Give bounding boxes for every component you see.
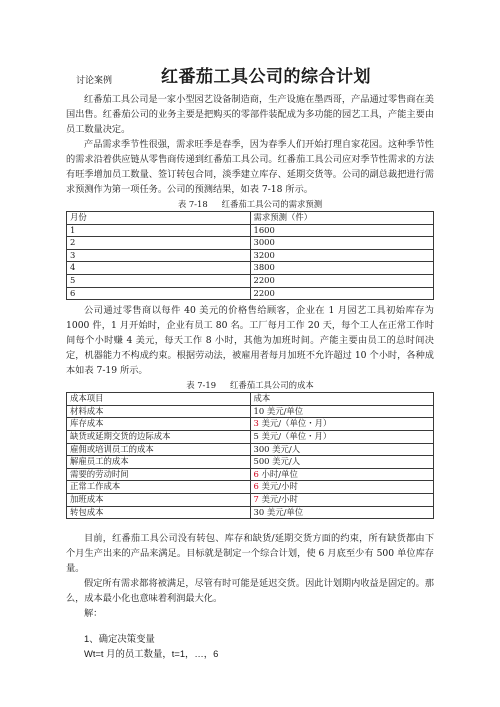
- cost-unit-text: 5 美元/（单位・月）: [253, 430, 332, 441]
- table-header-row: [67, 212, 434, 225]
- table-row: [67, 287, 434, 300]
- month-cell: 1: [67, 224, 251, 237]
- month-cell: 2: [67, 237, 251, 250]
- cost-item-cell: 库存成本: [67, 418, 251, 431]
- forecast-cell: 1600: [250, 224, 434, 237]
- cost-unit-text: 10 美元/单位: [253, 405, 304, 416]
- cost-unit-text: 美元/小时: [258, 481, 298, 492]
- cost-value-cell: [250, 481, 434, 494]
- cost-unit-text: 美元/小时: [258, 493, 298, 504]
- cost-item-cell: 雇佣或培训员工的成本: [67, 443, 251, 456]
- paragraph-intro: 红番茄工具公司是一家小型园艺设备制造商，生产设施在墨西哥，产品通过零售商在美国出售。红番茄公司的业务主要是把购买的零部件装配成为多功能的园艺工具，产能主要由员工数量决定。: [66, 94, 434, 135]
- table-row: [67, 249, 434, 262]
- table2-caption-number: 表 7-19: [186, 380, 217, 391]
- section-variable-definition: Wt=t 月的员工数量，t=1，…，6: [84, 648, 219, 660]
- cost-item-cell: 缺货或延期交货的边际成本: [67, 430, 251, 443]
- cost-value-cell: [250, 493, 434, 506]
- cost-item-cell: 加班成本: [67, 493, 251, 506]
- table-row: [67, 506, 434, 519]
- cost-unit-text: 30 美元/单位: [253, 506, 304, 517]
- table1-caption-number: 表 7-18: [177, 199, 208, 209]
- cost-unit-text: 美元/（单位・月）: [258, 418, 332, 429]
- table1-caption: [66, 198, 434, 210]
- table-row: [67, 481, 434, 494]
- page-title: 红番茄工具公司的综合计划: [161, 67, 371, 87]
- table-row: [67, 237, 434, 250]
- document-header: [66, 62, 434, 88]
- cost-value-cell: [250, 430, 434, 443]
- cost-value-cell: [250, 468, 434, 481]
- cost-item-cell: 正常工作成本: [67, 481, 251, 494]
- table-header-cell: 月份: [67, 212, 251, 225]
- paragraph-solution: 解：: [84, 608, 103, 620]
- forecast-cell: 2200: [250, 287, 434, 300]
- paragraph-assumption: 假定所有需求都将被满足，尽管有时可能是延迟交货。因此计划期内收益是固定的。那么，成本最小化也意味着利润最大化。: [66, 578, 434, 605]
- cost-value-cell: [250, 456, 434, 469]
- highlighted-number: 6: [253, 481, 259, 492]
- paragraph-conditions: 公司通过零售商以每件 40 美元的价格售给顾客，企业在 1 月园艺工具初始库存为 1000 件，1 月开始时，企业有员工 80 名。工厂每月工作 20 天，每个工人在正常工作时间每个小时赚 4 美元，每天工作 8 小时，其他为加班时间。产能主要由员工的总时间决定，机器能力不构成约束。根据劳动法，被雇用者每月加班不允许超过 10 个小时，各种成本如表 7-19 所示。: [66, 305, 434, 377]
- highlighted-number: 7: [253, 493, 259, 504]
- cost-value-cell: [250, 506, 434, 519]
- table-row: [67, 262, 434, 275]
- demand-forecast-table: [66, 211, 434, 300]
- table-row: [67, 224, 434, 237]
- table-row: [67, 443, 434, 456]
- cost-table: [66, 392, 434, 519]
- forecast-cell: 2200: [250, 274, 434, 287]
- table2-caption: [66, 379, 434, 391]
- forecast-cell: 3200: [250, 249, 434, 262]
- paragraph-demand: 产品需求季节性很强，需求旺季是春季，因为春季人们开始打理自家花园。这种季节性的需求沿着供应链从零售商传递到红番茄工具公司。红番茄工具公司应对季节性需求的方法有旺季增加员工数量、签订转包合同，淡季建立库存、延期交货等。公司的副总裁把进行需求预测作为第一项任务。公司的预测结果，如表 7-18 所示。: [66, 139, 434, 195]
- table2-caption-title: 红番茄工具公司的成本: [230, 380, 314, 391]
- cost-item-cell: 转包成本: [67, 506, 251, 519]
- highlighted-number: 6: [253, 468, 259, 479]
- cost-item-cell: 材料成本: [67, 405, 251, 418]
- table-row: [67, 405, 434, 418]
- section-heading: 1、确定决策变量: [84, 633, 155, 645]
- paragraph-objective: 目前，红番茄工具公司没有转包、库存和缺货/延期交货方面的约束，所有缺货都由下个月生产出来的产品来满足。目标就是制定一个综合计划，使 6 月底至少有 500 单位库存量。: [66, 533, 434, 575]
- highlighted-number: 3: [253, 418, 259, 429]
- month-cell: 6: [67, 287, 251, 300]
- table-header-row: [67, 393, 434, 406]
- table-header-cell: 成本项目: [67, 393, 251, 406]
- cost-item-cell: 需要的劳动时间: [67, 468, 251, 481]
- cost-unit-text: 300 美元/人: [253, 443, 301, 454]
- month-cell: 3: [67, 249, 251, 262]
- forecast-cell: 3800: [250, 262, 434, 275]
- table-header-cell: 成本: [250, 393, 434, 406]
- table-header-cell: 需求预测（件）: [250, 212, 434, 225]
- table-row: [67, 468, 434, 481]
- table-row: [67, 493, 434, 506]
- table-row: [67, 456, 434, 469]
- cost-value-cell: [250, 405, 434, 418]
- table-row: [67, 274, 434, 287]
- month-cell: 5: [67, 274, 251, 287]
- cost-value-cell: [250, 443, 434, 456]
- forecast-cell: 3000: [250, 237, 434, 250]
- table1-caption-title: 红番茄工具公司的需求预测: [221, 199, 323, 209]
- case-tag: 讨论案例: [76, 76, 113, 86]
- cost-unit-text: 小时/单位: [258, 468, 298, 479]
- cost-unit-text: 500 美元/人: [253, 456, 301, 467]
- cost-value-cell: [250, 418, 434, 431]
- table-row: [67, 430, 434, 443]
- month-cell: 4: [67, 262, 251, 275]
- cost-item-cell: 解雇员工的成本: [67, 456, 251, 469]
- table-row: [67, 418, 434, 431]
